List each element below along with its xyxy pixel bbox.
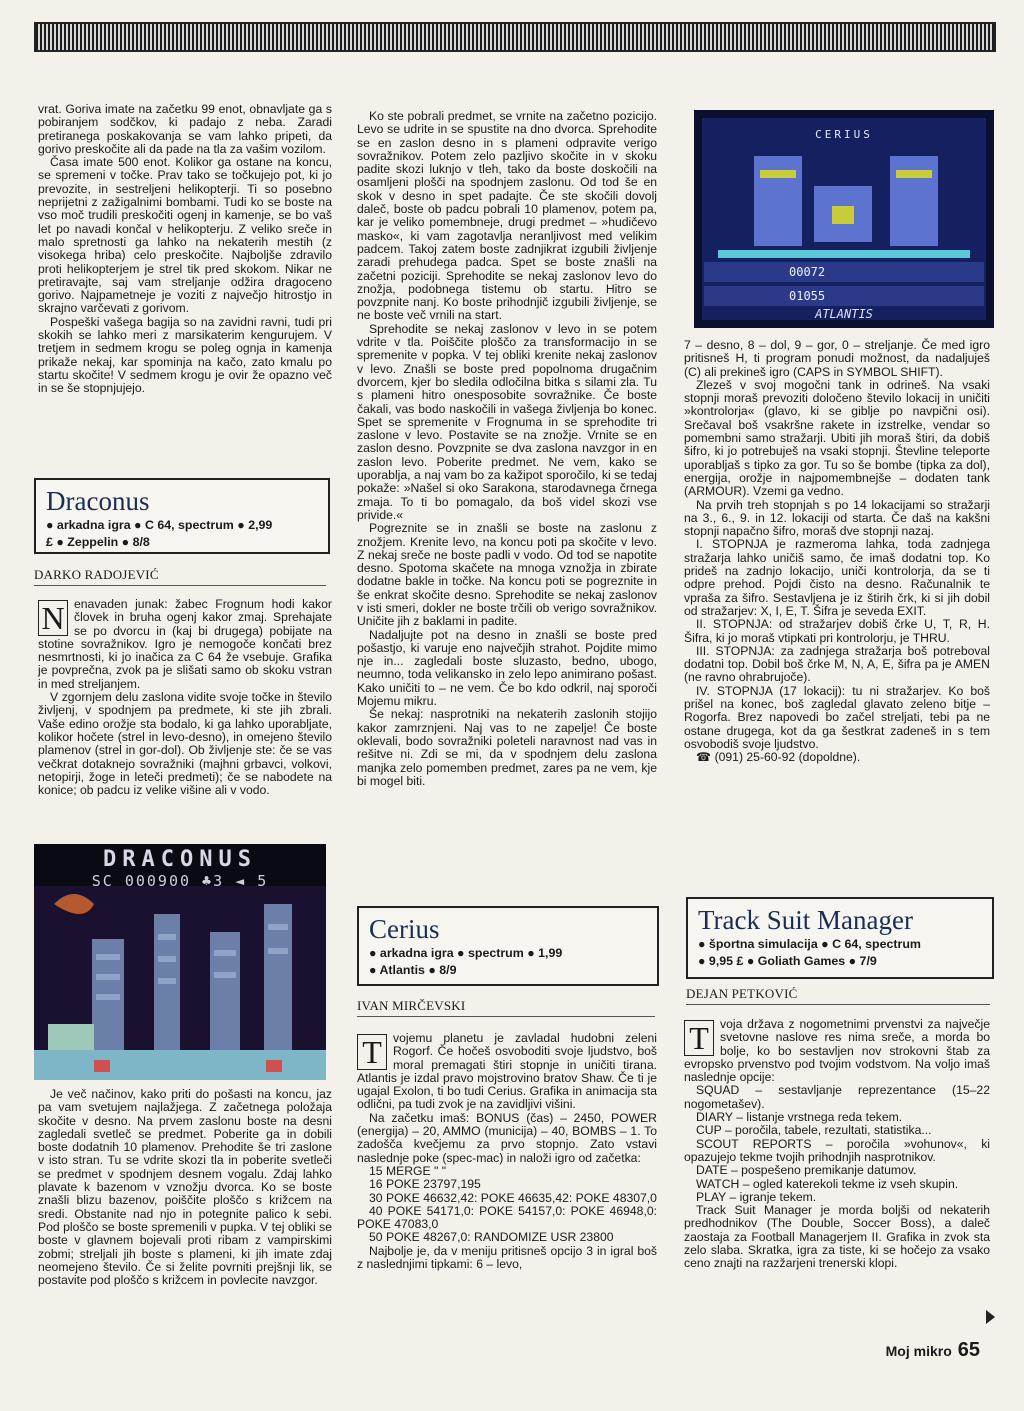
draconus-title: Draconus [46,486,150,516]
tsm-meta-line-2: ● 9,95 £ ● Goliath Games ● 7/9 [698,954,877,968]
paragraph: III. STOPNJA: za zadnjega stražarja boš potreboval dodatni top. Dobil boš črke M, N, A, E, šifra pa je AMEN (ne ravno ohrabrujoče). [684,643,990,685]
paragraph: I. STOPNJA je razmeroma lahka, toda zadnjega stražarja lahko uničiš samo, če imaš dodatni top. Ko prideš na zadnjo lokacijo, uniči kontrolorja, da se ti odpre prehod. Pojdi čisto na desno. Računalnik te vpraša za šifro. Sestavljena je iz štirih črk, ki si jih dobil od stražarjev: X, I, E, T. Šifra je seveda EXIT. [684,537,990,618]
cerius-lead: vojemu planetu je zavladal hudobni zeleni Rogorf. Če hočeš osvoboditi svoje ljudstvo, boš moral premagati štiri stopnje in uničiti tirana. Atlantis je izdal pravo mojstrovino bratov Shaw. Če ti je ugajal Exolon, ti bo tudi Cerius. Grafika in animacija sta odlični, pa tudi zvok je na zavidljivi višini. [357,1031,657,1112]
paragraph: Najbolje je, da v meniju pritisneš opcijo 3 in igral boš z naslednjimi tipkami: 6 – levo, [357,1243,657,1272]
cerius-dropcap: T [357,1034,387,1070]
paragraph: Track Suit Manager je morda boljši od nekaterih predhodnikov (The Double, Soccer Boss), a daleč zaostaja za Football Managerjem II. Grafika in zvok sta zelo slaba. Skratka, igra za tiste, ki se hočejo za vsako ceno znajti na razžarjeni trenerski klopi. [684,1203,990,1271]
code-line: 40 POKE 54171,0: POKE 54157,0: POKE 46948,0: POKE 47083,0 [357,1203,657,1232]
paragraph: Zlezeš v svoj mogočni tank in odrineš. Na vsaki stopnji moraš prevoziti določeno število lokacij in uničiti »kontrolorja« (glavo, ki se giblje po navpični osi). Srečaval boš vsakršne rakete in izstrelke, vendar so pomembni samo stražarji. Ubiti jih moraš štiri, da dobiš šifro, ki jo potrebuješ na vsaki stopnji. Števline teleporte uporabljaš s tipko za gor. Tu so še bombe (tipka za dol), energija, orožje in najpomembnejše – dodaten tank (ARMOUR). Vzemi ga vedno. [684,377,990,499]
draconus-shot-score: SC 000900 ♣3 ◄ 5 [91,872,269,890]
draconus-meta-line-1: ● arkadna igra ● C 64, spectrum ● 2,99 [46,518,273,532]
option-line: DIARY – listanje vrstnega reda tekem. [696,1110,903,1125]
draconus-article [38,598,332,797]
code-line: 16 POKE 23797,195 [369,1177,481,1192]
cerius-article [357,1032,657,1271]
cerius-title: Cerius [369,914,440,944]
column-2 [357,110,657,788]
option-line: SCOUT REPORTS – poročila »vohunov«, ki opazujejo tekme tvojih prihodnjih nasprotnikov. [684,1136,990,1164]
tsm-lead: voja država z nogometnimi prvenstvi za največje svetovne naslove res nima sreče, a morda bo bolje, ko bo sestavljen nov strokovni štab za evropsko prvenstvo pod tvojim vodstvom. Na voljo imaš naslednje opcije: [684,1017,990,1085]
column-1-intro [38,103,332,396]
paragraph: V zgornjem delu zaslona vidite svoje točke in število življenj, v spodnjem pa predmete, ki ste jih zbrali. Vaše edino orožje sta bodalo, ki ga lahko uporabljate, kolikor hočete (strel in levo-desno), in omejeno število plamenov (strel in gor-dol). Ob življenje ste: če se vas večkrat dotaknejo sovražniki (majhni grbavci, volkovi, netopirji, žoge in leteči predmeti); če se nabodete na konice; ob padcu iz velike višine ali v vodo. [38,690,332,798]
option-line: PLAY – igranje tekem. [696,1189,817,1204]
cerius-shot-counter-2: 01055 [789,289,826,303]
cerius-screenshot [694,110,994,328]
phone-line: ☎ (091) 25-60-92 (dopoldne). [696,750,861,765]
tsm-author: DEJAN PETKOVIĆ [686,986,990,1005]
cerius-meta-line-2: ● Atlantis ● 8/9 [369,963,457,977]
cerius-author: IVAN MIRČEVSKI [357,998,655,1017]
option-line: DATE – pospešeno premikanje datumov. [696,1163,917,1178]
continue-arrow-icon [986,1310,995,1324]
tsm-dropcap: T [684,1020,714,1056]
code-line: 15 MERGE " " [369,1163,447,1178]
header-stripe-bar [34,22,996,52]
paragraph: Ko ste pobrali predmet, se vrnite na začetno pozicijo. Levo se udrite in se spustite na dno dvorca. Sprehodite se en zaslon desno in s plameni odpravite verigo sovražnikov. Potem zelo pazljivo skočite in v skoku padite skozi luknjo v tleh, tako da boste doskočili na osamljeni plošči na spodnjem zaslonu. Od tod še en skok v desno in spet padajte. Če ste skočili dovolj daleč, boste ob padcu pobrali 10 plamenov, potem pa, kar je veliko pomembneje, drugi predmet – »hudičevo masko«, ki vam zagotavlja neranljivost med velikim padcem. Takoj zatem boste zadnjikrat izgubili življenje zaradi prehudega padca. Spet se boste znašli na začetni poziciji. Sprehodite se nekaj zaslonov levo do znožja, podobnega tistemu ob startu. Hitro se povzpnite nanj. Ko boste prihodnjič izgubili življenje, se ne boste več vrnili na start. [357,109,657,323]
option-line: CUP – poročila, tabele, rezultati, statistika... [696,1123,932,1138]
paragraph: Pogreznite se in znašli se boste na zaslonu z znožjem. Krenite levo, na koncu poti pa skočite v levo. Z nekaj sreče ne boste padli v vodo. Od tod se napotite desno. Spotoma skačete na mnoga vznožja in zbirate dodatne bakle in točke. Na koncu poti se pogreznite in še enkrat skočite desno. Sprehodite se nekaj zaslonov v isti smeri, dokler ne boste trčili ob verigo sovražnikov. Uničite jih z baklami in padite. [357,521,657,629]
paragraph: Nadaljujte pot na desno in znašli se boste pred pošastjo, ki varuje eno največjih strahot. Pojdite mimo nje in... zagledali boste sluzasto, bedno, ubogo, neumno, toda velikansko in zelo lepo animirano pošast. Kako uničiti to – ne vem. Če bo kdo odkril, naj sporoči Mojemu mikru. [357,627,657,709]
tsm-article [684,1018,990,1271]
code-line: 30 POKE 46632,42: POKE 46635,42: POKE 48307,0 [369,1190,657,1205]
cerius-info-box [357,906,659,986]
draconus-shot-title: DRACONUS [103,847,257,872]
draconus-info-box [34,478,330,554]
column-1-bottom [38,1088,332,1287]
page-footer [886,1339,980,1362]
cerius-shot-logo: ATLANTIS [815,307,873,321]
draconus-lead: enavaden junak: žabec Frognum hodi kakor človek in bruha ogenj kakor zmaj. Sprehajate se po dvorcu in (kaj bi drugega) pobijate na stotine sovražnikov. Igro je nemogoče končati brez nesmrtnosti, ki jo inačica za C 64 že vsebuje. Grafika je povprečna, zvok pa je slišati samo ob skoku vstran in med streljanjem. [38,597,332,691]
tsm-title: Track Suit Manager [698,905,913,935]
cerius-meta-line-1: ● arkadna igra ● spectrum ● 1,99 [369,946,563,960]
draconus-screenshot [34,844,326,1080]
option-line: SQUAD – sestavljanje reprezentance (15–22 nogometašev). [684,1083,990,1111]
option-line: WATCH – ogled katerekoli tekme iz vseh skupin. [696,1176,959,1191]
paragraph: Sprehodite se nekaj zaslonov v levo in se potem vdrite v tla. Poiščite ploščo za transformacijo in se spremenite v popka. V tej obliki krenite nekaj zaslonov v levo. Znašli se boste pred popolnoma drugačnim dvorcem, kjer bo sledila odločilna bitka s silami zla. Tu s plameni hitro onesposobite sovražnike. Če boste čakali, vas bodo naskočili in vašega življenja bo konec. Spet se spremenite v Frognuma in se sprehodite tri zaslone v levo. Postavite se na znožje. Vrnite se en zaslon desno. Povzpnite se dva zaslona navzgor in en zaslon levo. Poberite predmet. Ne vem, kako se uporablja, a naj vam bo za kažipot sporočilo, ki se tedaj pokaže: »Našel si oko Sarakona, starodavnega črnega zmaja. To ti bo pomagalo, da boš videl skozi vse privide.« [357,321,657,522]
cerius-shot-title: CERIUS [815,128,873,141]
cerius-shot-counter-1: 00072 [789,265,826,279]
tsm-info-box [686,897,994,979]
column-3 [684,339,990,765]
paragraph: Na prvih treh stopnjah s po 14 lokacijami so stražarji na 3., 6., 9. in 12. lokaciji od starta. Če daš na kakšni stopnji napačno šifro, moraš dve stopnji nazaj. [684,497,990,539]
paragraph: vrat. Goriva imate na začetku 99 enot, obnavljate ga s pobiranjem sodčkov, ki padajo z neba. Zaradi pretiranega poskakovanja se vam lahko pripeti, da gorivo preskočite ali da pade na tla za vašim vozilom. [38,102,332,156]
paragraph: Pospeški vašega bagija so na zavidni ravni, tudi pri skokih se lahko meri z marsikaterim kengurujem. V tretjem in sedmem krogu se poleg ognja in kamenja prikaže nekaj, kar spominja na kačo, zato kmalu po startu skočite! V sedmem krogu je ovir že opazno več in se še stopnjujejo. [38,314,332,396]
paragraph: Časa imate 500 enot. Kolikor ga ostane na koncu, se spremeni v točke. Prav tako se točkujejo pot, ki jo prevozite, in sestreljeni helikopterji. Ti so posebno neprijetni z zažigalnimi bombami. Tudi ko se boste na vso moč trudili preskočiti ogenj in kamenje, se bo vaš let po navadi končal v helikopterju. Z veliko sreče in malo spretnosti ga lahko na nekaterih mestih (z visokega hriba) celo preskočite. Najboljše zdravilo proti helikopterjem je strel tik pred skokom. Nikar ne pretiravajte, saj vam streljanje odžira dragoceno gorivo. Najpametneje je voziti z največjo hitrostjo in skrajno varčevati z gorivom. [38,155,332,316]
paragraph: Še nekaj: nasprotniki na nekaterih zaslonih stojijo kakor zamrznjeni. Naj vas to ne zapelje! Če boste oklevali, bodo sovražniki poleteli naravnost nad vas in rešitve ni. Zdi se mi, da v spodnjem delu zaslona manjka zelo pomemben predmet, zares pa ne vem, kje bi mogel biti. [357,707,657,788]
paragraph: 7 – desno, 8 – dol, 9 – gor, 0 – streljanje. Če med igro pritisneš H, ti program ponudi možnost, da nadaljuješ (C) ali prekineš igro (CAPS in SYMBOL SHIFT). [684,338,990,379]
draconus-dropcap: N [38,600,68,636]
paragraph: Na začetku imaš: BONUS (čas) – 2450, POWER (energija) – 20, AMMO (municija) – 40, BOMBS – 1. To zadošča kvečjemu za prvo stopnjo. Zato vstavi naslednje poke (spec-mac) in naloži igro od začetka: [357,1110,657,1165]
paragraph: IV. STOPNJA (17 lokacij): tu ni stražarjev. Ko boš prišel na konec, boš zagledal glavato zeleno bitje – Rogorfa. Brez napovedi bo začel streljati, tebi pa ne ostane drugega, kot da ga šestkrat zadeneš in s tem osvobodiš svoje ljudstvo. [684,683,990,751]
code-line: 50 POKE 48267,0: RANDOMIZE USR 23800 [369,1230,614,1245]
paragraph: Je več načinov, kako priti do pošasti na koncu, jaz pa vam svetujem najlažjega. Z začetnega položaja skočite v desno. Na prvem zaslonu boste na desni zagledali svetleč se predmet. Poberite ga in dobili boste dodatnih 10 plamenov. Prehodite še tri zaslone v isto stran. Tu se vdrite skozi tla in poberite svetleči se predmet v spodnjem desnem vogalu. Zdaj lahko plavate k bazenom v vznožju dvorca. Ko se boste znašli blizu bazenov, poiščite ploščo s križcem na sredi. Obstanite nad njo in potegnite palico k sebi. Pod ploščo se boste spremenili v pupka. V tej obliki se boste v glavnem bojevali proti ribam z vampirskimi zobmi; streljali jih boste s plameni, ki jih imate zdaj neomejeno število. Če si želite povrniti prejšnji lik, se postavite pod ploščo s križcem in povlecite navzgor. [38,1087,332,1288]
tsm-meta-line-1: ● športna simulacija ● C 64, spectrum [698,937,921,951]
page-number: 65 [957,1339,980,1361]
draconus-meta-line-2: £ ● Zeppelin ● 8/8 [46,535,150,549]
draconus-author: DARKO RADOJEVIĆ [34,567,326,586]
paragraph: II. STOPNJA: od stražarjev dobiš črke U, T, R, H. Šifra, ki jo moraš vtipkati pri kontrolorju, je THRU. [684,617,990,645]
magazine-name: Moj mikro [885,1343,952,1359]
